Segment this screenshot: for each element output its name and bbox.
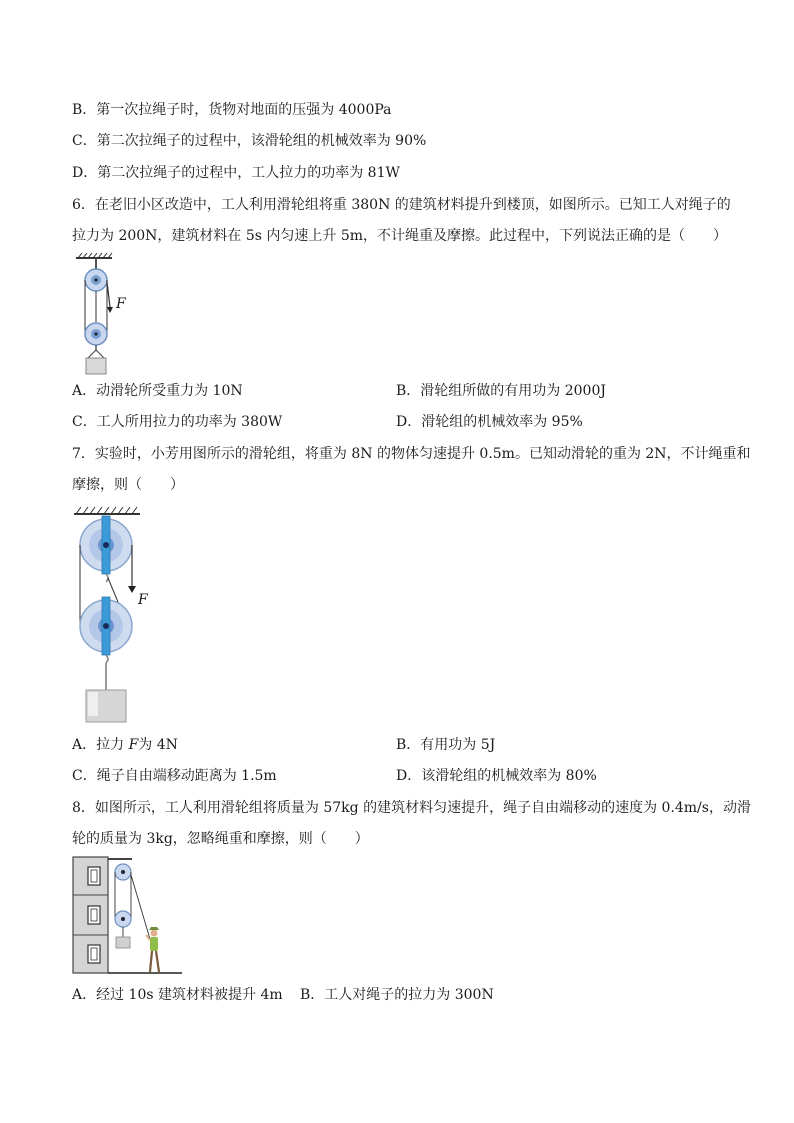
q7-option-a	[72, 735, 178, 755]
q8-stem-line2: 轮的质量为 3kg，忽略绳重和摩擦，则（ ）	[72, 831, 369, 847]
q7-pulley-figure	[70, 504, 160, 726]
q5-option-c: C．第二次拉绳子的过程中，该滑轮组的机械效率为 90%	[72, 133, 427, 149]
q5-option-b: B．第一次拉绳子时，货物对地面的压强为 4000Pa	[72, 102, 392, 118]
q7-option-c: C．绳子自由端移动距离为 1.5m	[72, 768, 277, 784]
q6-pulley-figure	[70, 252, 140, 376]
q6-option-a: A．动滑轮所受重力为 10N	[72, 383, 243, 399]
q7-stem-line1: 7．实验时，小芳用图所示的滑轮组，将重为 8N 的物体匀速提升 0.5m。已知动滑轮的重为 2N，不计绳重和	[72, 446, 751, 462]
q6-option-d: D．滑轮组的机械效率为 95%	[396, 414, 583, 430]
q8-option-b: B．工人对绳子的拉力为 300N	[300, 987, 494, 1003]
q8-option-a: A．经过 10s 建筑材料被提升 4m	[72, 987, 283, 1003]
q7-option-a-variable: F	[128, 737, 139, 753]
q8-stem-line1: 8．如图所示，工人利用滑轮组将质量为 57kg 的建筑材料匀速提升，绳子自由端移动的速度为 0.4m/s，动滑	[72, 800, 751, 816]
q7-option-b: B．有用功为 5J	[396, 737, 496, 753]
q7-stem-line2: 摩擦，则（ ）	[72, 477, 184, 493]
q7-option-a-suffix: 为 4N	[138, 737, 178, 753]
q6-stem-line1: 6．在老旧小区改造中，工人利用滑轮组将重 380N 的建筑材料提升到楼顶，如图所示。已知工人对绳子的	[72, 197, 731, 213]
q7-force-label: F	[138, 592, 148, 608]
q6-stem-line2: 拉力为 200N，建筑材料在 5s 内匀速上升 5m，不计绳重及摩擦。此过程中，下列说法正确的是（ ）	[72, 228, 728, 244]
q6-option-b: B．滑轮组所做的有用功为 2000J	[396, 383, 606, 399]
q8-building-figure	[70, 855, 185, 977]
q7-option-d: D．该滑轮组的机械效率为 80%	[396, 768, 597, 784]
q7-option-a-prefix: A．拉力	[72, 737, 129, 753]
q6-force-label: F	[116, 296, 126, 312]
q5-option-d: D．第二次拉绳子的过程中，工人拉力的功率为 81W	[72, 165, 400, 181]
q6-option-c: C．工人所用拉力的功率为 380W	[72, 414, 283, 430]
